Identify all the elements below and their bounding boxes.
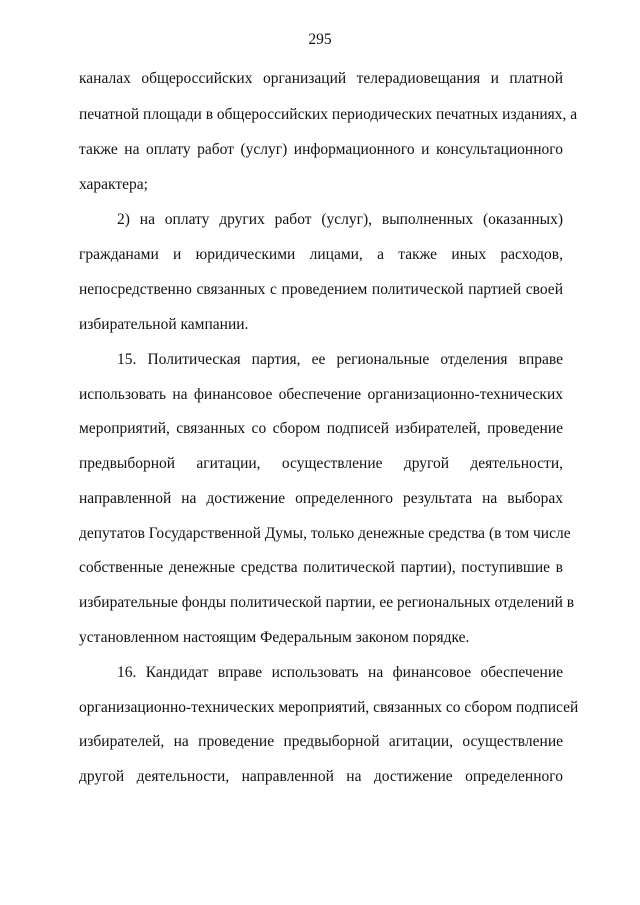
text-line: характера; [79,176,148,193]
text-line: гражданами и юридическими лицами, а также иных расходов, [79,246,563,263]
text-line: мероприятий, связанных со сбором подписей избирателей, проведение [79,420,563,437]
text-line: 15. Политическая партия, ее региональные отделения вправе [117,351,563,368]
text-line: печатной площади в общероссийских периодических печатных изданиях, а [79,106,578,123]
text-line: использовать на финансовое обеспечение организационно-технических [79,386,563,403]
text-line: непосредственно связанных с проведением политической партией своей [79,281,563,298]
text-line: собственные денежные средства политической партии), поступившие в [79,559,563,576]
text-line: депутатов Государственной Думы, только денежные средства (в том числе [79,525,571,542]
text-line: предвыборной агитации, осуществление другой деятельности, [79,455,563,472]
text-line: 2) на оплату других работ (услуг), выполненных (оказанных) [117,211,563,228]
text-line: избирательные фонды политической партии, ее региональных отделений в [79,594,575,611]
text-line: другой деятельности, направленной на достижение определенного [79,768,563,785]
text-line: направленной на достижение определенного результата на выборах [79,490,563,507]
text-line: каналах общероссийских организаций телерадиовещания и платной [79,70,563,87]
page-number: 295 [308,31,332,48]
text-line: избирательной кампании. [79,316,249,333]
text-line: также на оплату работ (услуг) информационного и консультационного [79,141,563,158]
text-line: установленном настоящим Федеральным законом порядке. [79,629,470,646]
text-line: организационно-технических мероприятий, связанных со сбором подписей [79,699,579,716]
text-line: избирателей, на проведение предвыборной агитации, осуществление [79,733,563,750]
text-line: 16. Кандидат вправе использовать на финансовое обеспечение [117,664,563,681]
